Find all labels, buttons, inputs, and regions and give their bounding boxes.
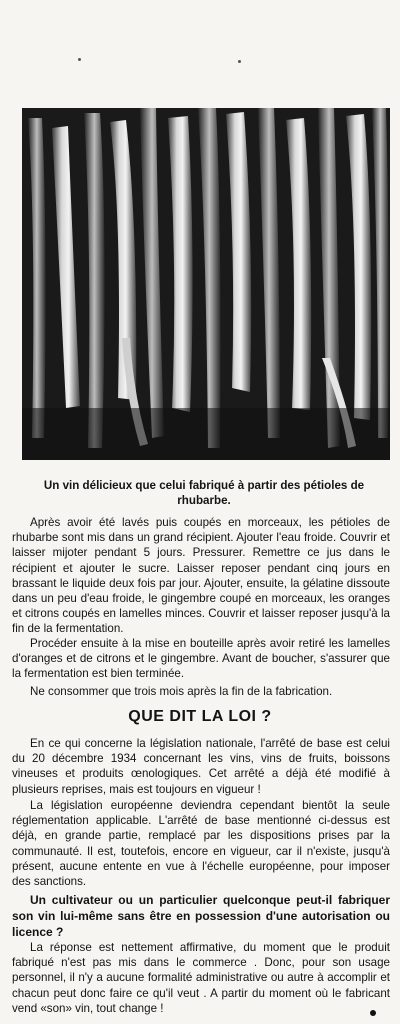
answer-paragraph: La réponse est nettement affirmative, du moment que le produit fabriqué n'est pas mis dans le commerce . Donc, pour son usage personnel, il n'y a aucune formalité administrative ou autre à accomplir et chacun peut donc faire ce qu'il veut . A partir du moment où le fabricant vend «son» vin, tout change ! (12, 941, 390, 1015)
rhubarb-stalks-photo-icon (22, 108, 390, 460)
photo-caption: Un vin délicieux que celui fabriqué à partir des pétioles de rhubarbe. (43, 479, 365, 507)
question-paragraph: Un cultivateur ou un particulier quelconque peut-il fabriquer son vin lui-même sans être en possession d'une autorisation ou licence ? (12, 893, 390, 939)
recipe-paragraph-3: Ne consommer que trois mois après la fin de la fabrication. (30, 685, 333, 698)
speck (238, 60, 241, 63)
speck (370, 1010, 376, 1016)
rhubarb-photo (22, 108, 390, 460)
recipe-paragraph-1: Après avoir été lavés puis coupés en morceaux, les pétioles de rhubarbe sont mis dans un grand récipient. Ajouter l'eau froide. Couvrir et laisser mijoter pendant 5 jours. Pressurer. Remettre ce jus dans le récipient et ajouter le sucre. Laisser reposer pendant cinq jours en brassant le liquide deux fois par jour. Ajouter, ensuite, la gélatine dissoute dans un peu d'eau froide, le gingembre coupé en morceaux, les oranges et citrons coupés en lamelles minces. Couvrir et laisser reposer jusqu'à la fin de la fermentation. (12, 516, 390, 636)
law-paragraph-2: La législation européenne deviendra cependant bientôt la seule réglementation applicable. L'arrêté de base mentionné ci-dessus est déjà, en grande partie, remplacé par les dispositions prises par la communauté. Il est, toutefois, encore en vigueur, car il n'existe, jusqu'à présent, aucune entente en vue à l'échelle européenne, pour imposer des sanctions. (12, 799, 390, 889)
law-paragraph-1: En ce qui concerne la législation nationale, l'arrêté de base est celui du 20 décembre 1934 concernant les vins, vins de fruits, boissons vineuses et produits œnologiques. Cet arrêté a déjà été modifié à plusieurs reprises, mais est toujours en vigueur ! (12, 737, 390, 796)
recipe-paragraph-2: Procéder ensuite à la mise en bouteille après avoir retiré les lamelles d'oranges et de citrons et le gingembre. Avant de boucher, s'assurer que la fermentation est bien terminée. (12, 637, 390, 681)
section-heading: QUE DIT LA LOI ? (128, 708, 272, 725)
speck (78, 58, 81, 61)
